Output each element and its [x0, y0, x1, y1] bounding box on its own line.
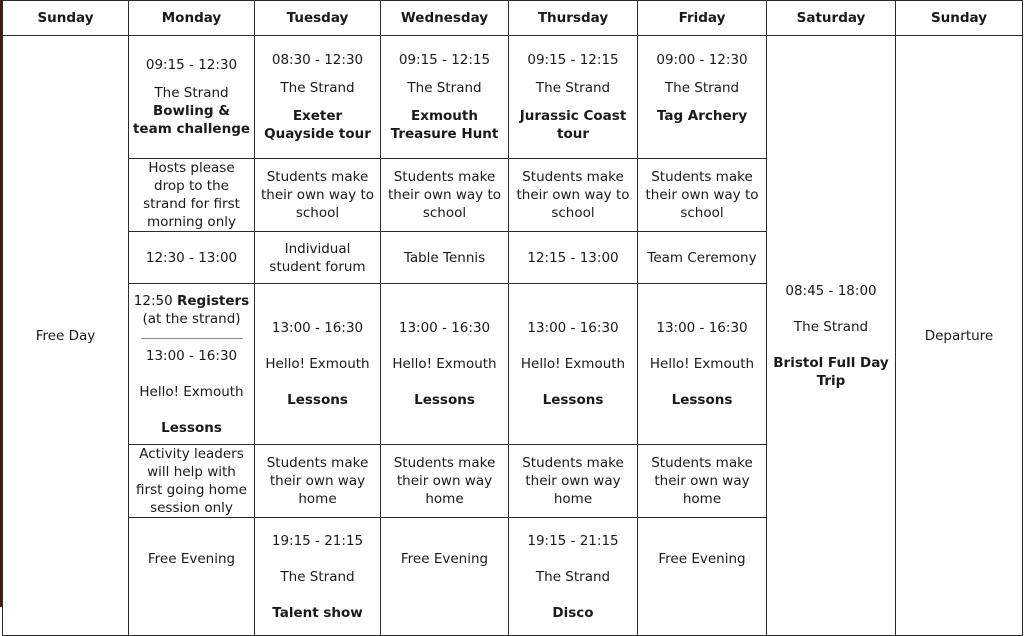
- monday-evening: [129, 518, 255, 636]
- thursday-midday: 12:15 - 13:00: [509, 232, 638, 284]
- sunday-free-day: Free Day: [3, 36, 129, 636]
- tuesday-evening-cell: [255, 518, 381, 636]
- header-row: [3, 1, 1023, 36]
- wednesday-morning-cell: [381, 36, 509, 159]
- tuesday-evening-time: 19:15 - 21:15: [271, 532, 364, 549]
- thursday-morning-time: 09:15 - 12:15: [527, 52, 619, 68]
- thursday-evening-cell: [509, 518, 638, 636]
- header-sunday: Sunday: [3, 1, 129, 36]
- tuesday-afternoon-place: Hello! Exmouth: [265, 356, 370, 372]
- friday-afternoon-cell: [638, 284, 767, 445]
- thursday-afternoon-cell: [509, 284, 638, 445]
- tuesday-afternoon-activity: Lessons: [287, 392, 348, 408]
- thursday-evening-activity: Disco: [552, 604, 594, 621]
- thursday-afternoon-activity: Lessons: [542, 392, 604, 408]
- tuesday-morning-place: The Strand: [280, 80, 355, 96]
- friday-morning-cell: [638, 36, 767, 159]
- friday-morning-time: 09:00 - 12:30: [656, 52, 748, 68]
- friday-midday: Team Ceremony: [638, 232, 767, 284]
- saturday-cell: [767, 36, 896, 636]
- wednesday-afternoon-time: 13:00 - 16:30: [398, 320, 491, 336]
- monday-afternoon-activity: Lessons: [161, 419, 222, 436]
- header-sunday-last: Sunday: [896, 1, 1023, 36]
- header-monday: Monday: [129, 1, 255, 36]
- monday-afternoon-place: Hello! Exmouth: [139, 383, 244, 400]
- friday-afternoon-place: Hello! Exmouth: [649, 356, 755, 372]
- wednesday-morning-note: Students make their own way to school: [381, 159, 509, 232]
- header-thursday: Thursday: [509, 1, 638, 36]
- wednesday-morning-time: 09:15 - 12:15: [398, 52, 491, 68]
- monday-afternoon-note: Activity leaders will help with first going home session only: [129, 445, 255, 518]
- wednesday-midday: Table Tennis: [381, 232, 509, 284]
- morning-row: [3, 36, 1023, 159]
- monday-evening-text: Free Evening: [147, 550, 236, 567]
- wednesday-evening: [381, 518, 509, 636]
- thursday-afternoon-time: 13:00 - 16:30: [527, 320, 619, 336]
- wednesday-morning-activity: Exmouth Treasure Hunt: [390, 108, 499, 142]
- friday-evening: [638, 518, 767, 636]
- tuesday-afternoon-note: Students make their own way home: [255, 445, 381, 518]
- friday-evening-text: Free Evening: [658, 550, 746, 567]
- friday-afternoon-note: Students make their own way home: [638, 445, 767, 518]
- saturday-activity: Bristol Full Day Trip: [773, 354, 889, 389]
- wednesday-afternoon-note: Students make their own way home: [381, 445, 509, 518]
- monday-morning-place: The Strand: [154, 85, 229, 101]
- registers-time: 12:50: [133, 292, 173, 309]
- monday-morning-note: Hosts please drop to the strand for first morning only: [129, 159, 255, 232]
- monday-afternoon-time: 13:00 - 16:30: [145, 347, 238, 364]
- tuesday-morning-note: Students make their own way to school: [255, 159, 381, 232]
- tuesday-midday: Individual student forum: [255, 232, 381, 284]
- thursday-morning-activity: Jurassic Coast tour: [519, 108, 627, 142]
- monday-morning-activity: Bowling & team challenge: [132, 103, 251, 137]
- tuesday-evening-activity: Talent show: [272, 604, 363, 621]
- thursday-evening-time: 19:15 - 21:15: [527, 532, 619, 549]
- tuesday-morning-activity: Exeter Quayside tour: [264, 108, 371, 142]
- tuesday-morning-time: 08:30 - 12:30: [271, 52, 364, 68]
- tuesday-afternoon-cell: [255, 284, 381, 445]
- wednesday-afternoon-place: Hello! Exmouth: [392, 356, 497, 372]
- friday-afternoon-time: 13:00 - 16:30: [656, 320, 748, 336]
- header-tuesday: Tuesday: [255, 1, 381, 36]
- friday-morning-activity: Tag Archery: [656, 108, 748, 124]
- monday-morning-time: 09:15 - 12:30: [145, 57, 238, 73]
- wednesday-afternoon-cell: [381, 284, 509, 445]
- thursday-afternoon-place: Hello! Exmouth: [520, 356, 626, 372]
- weekly-schedule-table: [2, 0, 1023, 636]
- friday-morning-note: Students make their own way to school: [638, 159, 767, 232]
- registers-label: Registers: [177, 292, 250, 309]
- monday-morning-cell: [129, 36, 255, 159]
- header-friday: Friday: [638, 1, 767, 36]
- sunday-departure: Departure: [896, 36, 1023, 636]
- header-wednesday: Wednesday: [381, 1, 509, 36]
- wednesday-afternoon-activity: Lessons: [414, 392, 475, 408]
- registers-divider: [141, 338, 243, 339]
- thursday-morning-cell: [509, 36, 638, 159]
- wednesday-evening-text: Free Evening: [400, 550, 489, 567]
- monday-afternoon-cell: [129, 284, 255, 445]
- tuesday-afternoon-time: 13:00 - 16:30: [271, 320, 364, 336]
- header-saturday: Saturday: [767, 1, 896, 36]
- thursday-evening-place: The Strand: [535, 568, 611, 585]
- tuesday-evening-place: The Strand: [280, 568, 355, 585]
- thursday-morning-place: The Strand: [535, 80, 611, 96]
- wednesday-morning-place: The Strand: [407, 80, 482, 96]
- thursday-morning-note: Students make their own way to school: [509, 159, 638, 232]
- monday-midday: 12:30 - 13:00: [129, 232, 255, 284]
- friday-morning-place: The Strand: [664, 80, 740, 96]
- tuesday-morning-cell: [255, 36, 381, 159]
- saturday-place: The Strand: [793, 318, 869, 335]
- saturday-time: 08:45 - 18:00: [785, 282, 877, 299]
- friday-afternoon-activity: Lessons: [671, 392, 733, 408]
- registers-place: (at the strand): [142, 310, 241, 327]
- thursday-afternoon-note: Students make their own way home: [509, 445, 638, 518]
